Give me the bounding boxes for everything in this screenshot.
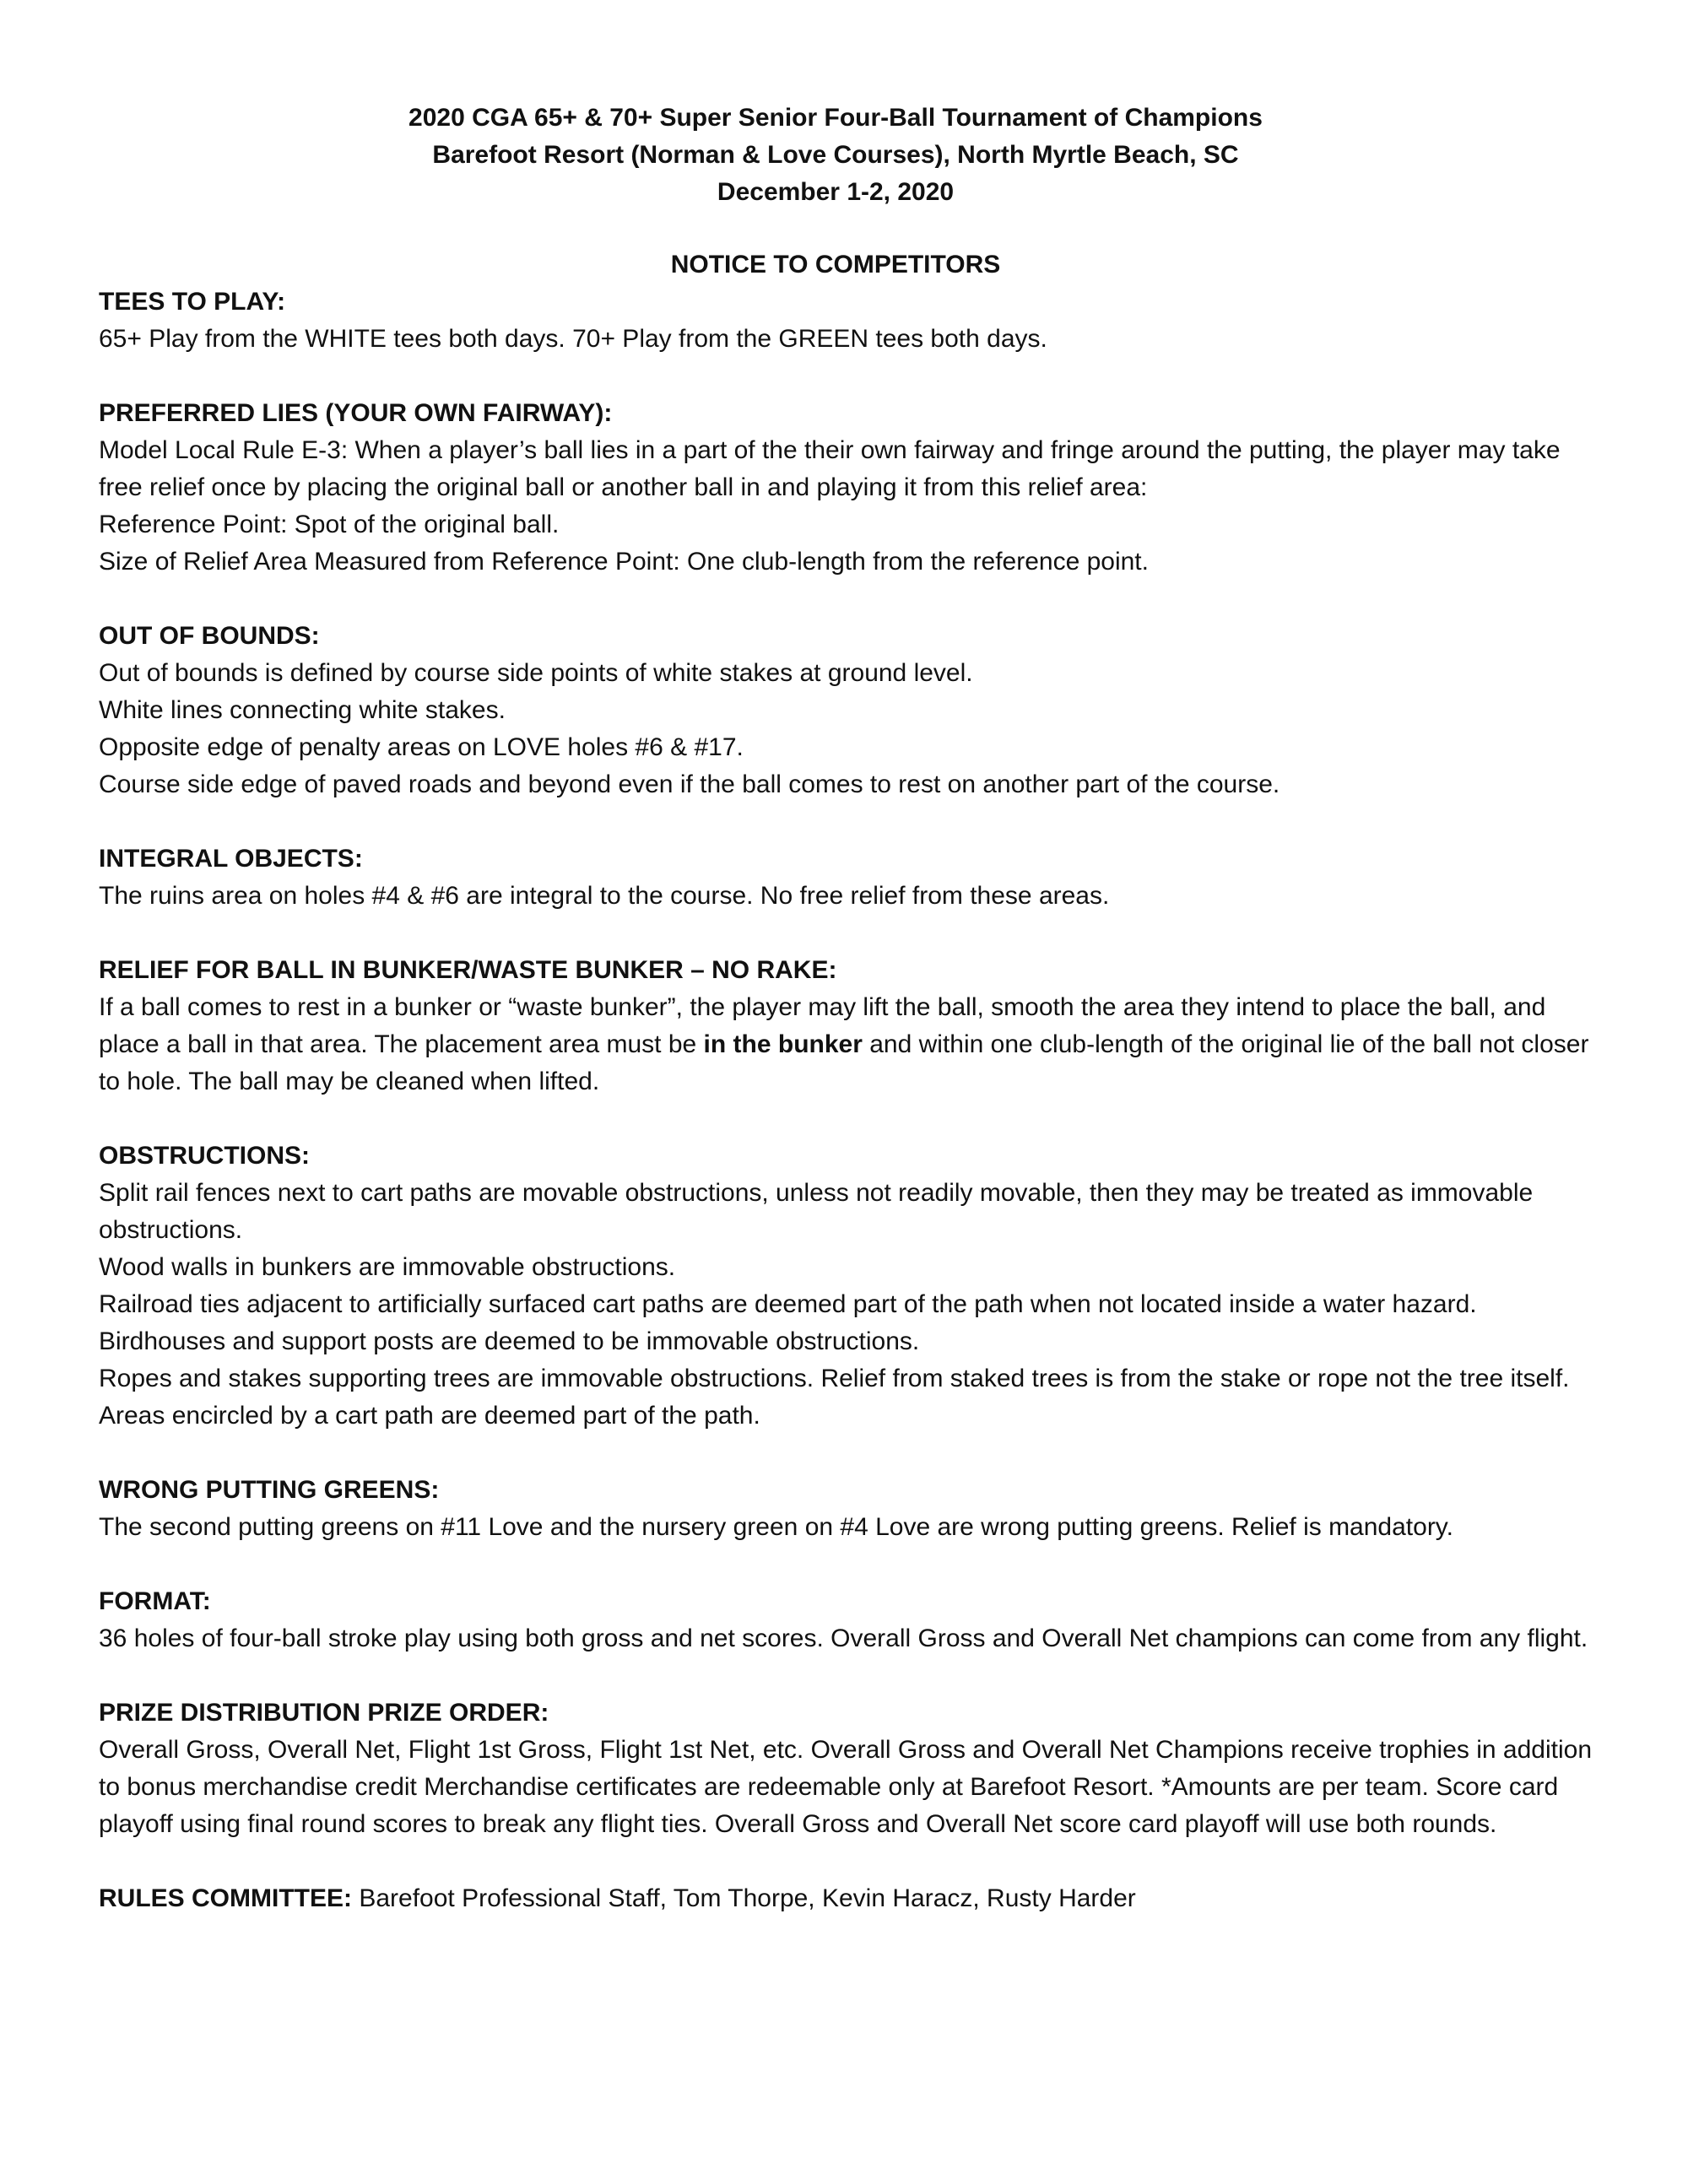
out-of-bounds-line: White lines connecting white stakes. xyxy=(99,696,506,724)
bunker-relief-text-end: and within one club-length of the original lie of the ball not closer to hole. The ball may be cleaned when lifted. xyxy=(99,1030,1589,1095)
section-prize xyxy=(99,1695,1601,1843)
format-heading: FORMAT: xyxy=(99,1587,211,1615)
bunker-relief-emphasis: in the bunker xyxy=(703,1030,863,1058)
tournament-dates: December 1-2, 2020 xyxy=(717,178,955,206)
preferred-lies-heading: PREFERRED LIES (YOUR OWN FAIRWAY): xyxy=(99,399,613,427)
preferred-lies-rule: Model Local Rule E-3: When a player’s ball lies in a part of the their own fairway and fringe around the putting, the player may take free relief once by placing the original ball or another ball in and playing it from this relief area: xyxy=(99,436,1561,501)
section-preferred-lies xyxy=(99,395,1601,581)
out-of-bounds-line: Course side edge of paved roads and beyond even if the ball comes to rest on another part of the course. xyxy=(99,770,1280,798)
preferred-lies-reference-point: Reference Point: Spot of the original ball. xyxy=(99,511,560,538)
notice-title: NOTICE TO COMPETITORS xyxy=(670,251,1001,278)
section-integral-objects xyxy=(99,841,1601,915)
rules-committee-line xyxy=(99,1880,1601,1917)
rules-committee-heading: RULES COMMITTEE: xyxy=(99,1884,352,1912)
section-bunker-relief xyxy=(99,952,1601,1100)
obstructions-line: Birdhouses and support posts are deemed to be immovable obstructions. xyxy=(99,1327,920,1355)
wrong-greens-text: The second putting greens on #11 Love and the nursery green on #4 Love are wrong putting greens. Relief is mandatory. xyxy=(99,1513,1453,1541)
wrong-greens-heading: WRONG PUTTING GREENS: xyxy=(99,1476,440,1504)
prize-text: Overall Gross, Overall Net, Flight 1st Gross, Flight 1st Net, etc. Overall Gross and Overall Net Champions receive trophies in addition to bonus merchandise credit Merchandise certificates are redeemable only at Barefoot Resort. *Amounts are per team. Score card playoff using final round scores to break any flight ties. Overall Gross and Overall Net score card playoff will use both rounds. xyxy=(99,1736,1593,1838)
tees-text: 65+ Play from the WHITE tees both days. 70+ Play from the GREEN tees both days. xyxy=(99,325,1047,353)
tournament-venue: Barefoot Resort (Norman & Love Courses), North Myrtle Beach, SC xyxy=(432,141,1239,169)
prize-heading: PRIZE DISTRIBUTION PRIZE ORDER: xyxy=(99,1699,549,1727)
out-of-bounds-line: Out of bounds is defined by course side points of white stakes at ground level. xyxy=(99,659,973,687)
obstructions-line: Ropes and stakes supporting trees are immovable obstructions. Relief from staked trees is from the stake or rope not the tree itself. Areas encircled by a cart path are deemed part of the path. xyxy=(99,1365,1570,1430)
obstructions-line: Split rail fences next to cart paths are movable obstructions, unless not readily movable, then they may be treated as immovable obstructions. xyxy=(99,1179,1534,1244)
integral-objects-heading: INTEGRAL OBJECTS: xyxy=(99,845,363,873)
section-out-of-bounds xyxy=(99,618,1601,803)
out-of-bounds-heading: OUT OF BOUNDS: xyxy=(99,622,320,650)
section-obstructions xyxy=(99,1138,1601,1435)
section-tees xyxy=(99,284,1601,358)
document-page xyxy=(99,100,1601,1917)
bunker-relief-heading: RELIEF FOR BALL IN BUNKER/WASTE BUNKER – NO RAKE: xyxy=(99,956,837,984)
obstructions-heading: OBSTRUCTIONS: xyxy=(99,1142,310,1170)
tournament-title: 2020 CGA 65+ & 70+ Super Senior Four-Ball Tournament of Champions xyxy=(408,104,1263,132)
bunker-relief-text-start: If a ball comes to rest in a bunker or “waste bunker”, the player may lift the ball, smooth the area they intend to place the ball, and place a ball in that area. The placement area must be xyxy=(99,993,1546,1058)
bunker-relief-text xyxy=(99,989,1601,1100)
tees-heading: TEES TO PLAY: xyxy=(99,288,286,316)
document-header xyxy=(84,100,1587,211)
rules-committee-members: Barefoot Professional Staff, Tom Thorpe, Kevin Haracz, Rusty Harder xyxy=(352,1884,1136,1912)
obstructions-line: Railroad ties adjacent to artificially surfaced cart paths are deemed part of the path when not located inside a water hazard. xyxy=(99,1290,1477,1318)
format-text: 36 holes of four-ball stroke play using both gross and net scores. Overall Gross and Overall Net champions can come from any flight. xyxy=(99,1624,1588,1652)
section-format xyxy=(99,1583,1601,1657)
section-wrong-greens xyxy=(99,1472,1601,1546)
obstructions-line: Wood walls in bunkers are immovable obstructions. xyxy=(99,1253,676,1281)
preferred-lies-relief-area: Size of Relief Area Measured from Reference Point: One club-length from the reference point. xyxy=(99,548,1149,576)
out-of-bounds-line: Opposite edge of penalty areas on LOVE holes #6 & #17. xyxy=(99,733,744,761)
integral-objects-text: The ruins area on holes #4 & #6 are integral to the course. No free relief from these areas. xyxy=(99,882,1110,910)
section-rules-committee xyxy=(99,1880,1601,1917)
